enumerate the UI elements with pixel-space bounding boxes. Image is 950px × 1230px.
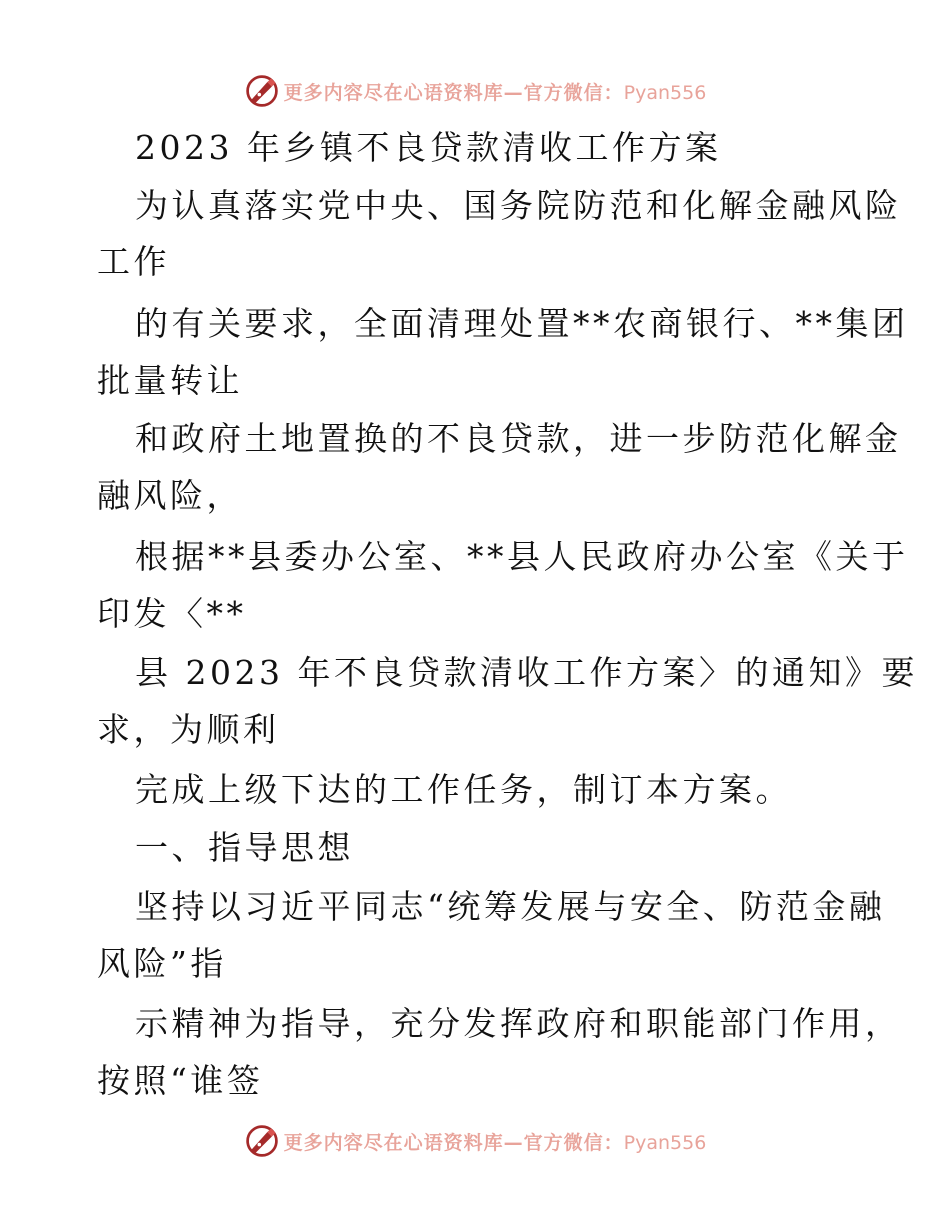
text-line: 和政府土地置换的不良贷款，进一步防范化解金 xyxy=(135,419,902,458)
text-line: 示精神为指导，充分发挥政府和职能部门作用， xyxy=(135,1004,902,1043)
text-line: 风险”指 xyxy=(97,944,227,983)
text-line: 为认真落实党中央、国务院防范和化解金融风险 xyxy=(135,186,902,225)
text-line: 按照“谁签 xyxy=(97,1061,264,1100)
banner-text: 更多内容尽在心语资料库—官方微信：Pyan556 xyxy=(283,1131,707,1154)
wechat-id: Pyan556 xyxy=(623,81,707,104)
text-line: 求，为顺利 xyxy=(97,710,280,749)
text-line: 批量转让 xyxy=(97,361,243,400)
text-line: 印发〈** xyxy=(97,594,247,633)
text-line: 完成上级下达的工作任务，制订本方案。 xyxy=(135,770,792,809)
text-line: 根据**县委办公室、**县人民政府办公室《关于 xyxy=(135,537,909,576)
wechat-id: Pyan556 xyxy=(623,1131,707,1154)
pen-nib-logo-icon xyxy=(244,73,280,109)
text-line: 的有关要求，全面清理处置**农商银行、**集团 xyxy=(135,304,909,343)
header-banner xyxy=(0,66,950,116)
text-line: 工作 xyxy=(97,242,170,281)
document-title: 2023 年乡镇不良贷款清收工作方案 xyxy=(135,128,722,167)
footer-banner xyxy=(0,1116,950,1166)
pen-nib-logo-icon xyxy=(244,1123,280,1159)
text-line: 坚持以习近平同志“统筹发展与安全、防范金融 xyxy=(135,887,886,926)
text-line: 融风险， xyxy=(97,476,243,515)
banner-text: 更多内容尽在心语资料库—官方微信：Pyan556 xyxy=(283,81,707,104)
text-line: 县 2023 年不良贷款清收工作方案〉的通知》要 xyxy=(135,653,918,692)
section-heading: 一、指导思想 xyxy=(135,828,354,867)
